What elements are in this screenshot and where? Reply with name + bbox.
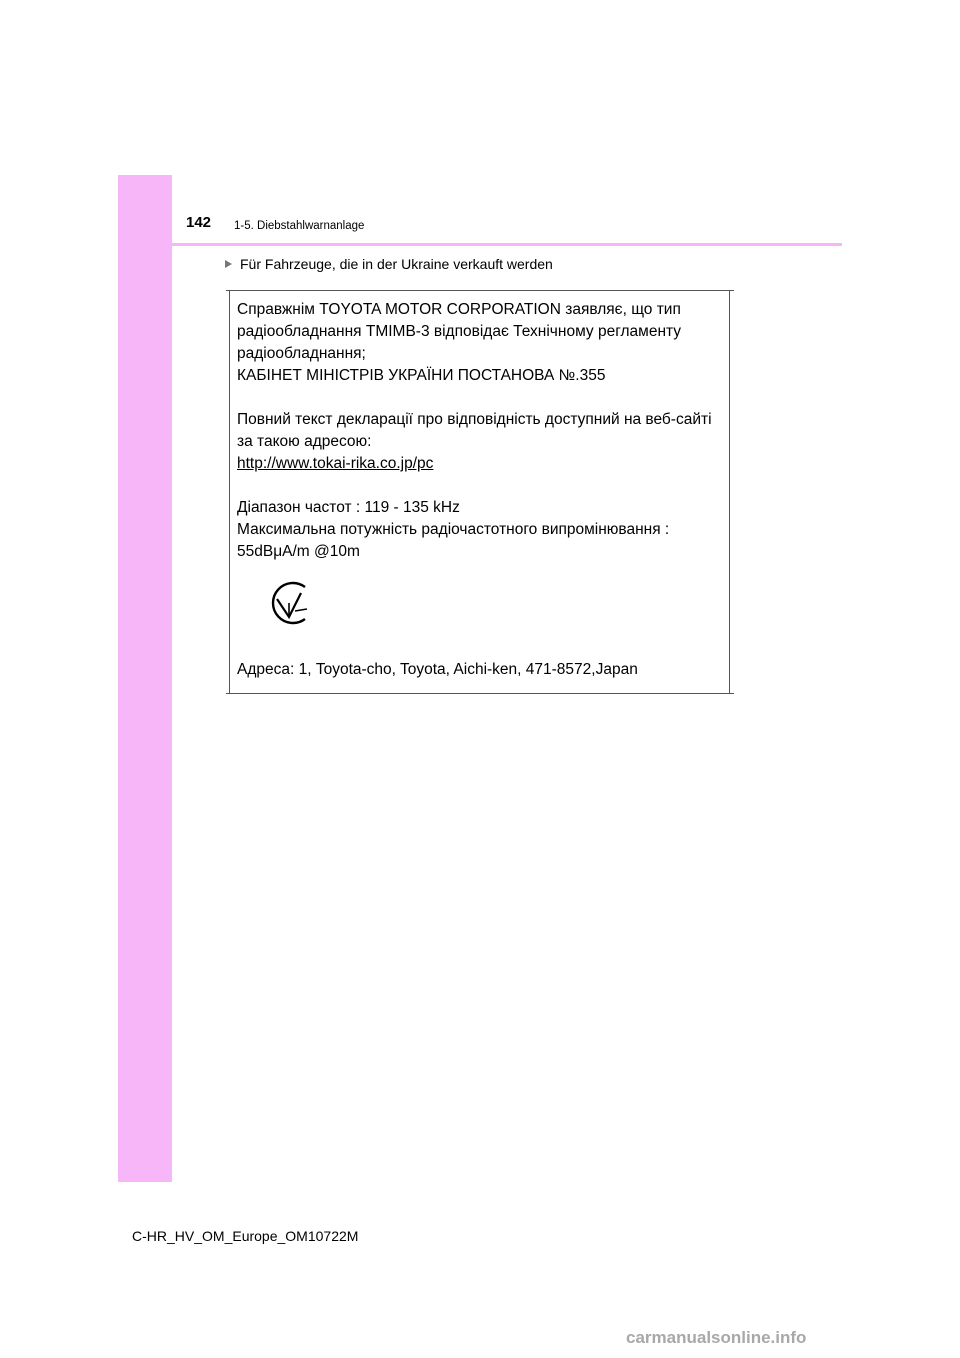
- declaration-line: радіообладнання;: [237, 345, 366, 362]
- declaration-line: Справжнім TOYOTA MOTOR CORPORATION заявляє, що тип: [237, 301, 681, 318]
- document-code: C-HR_HV_OM_Europe_OM10722M: [132, 1228, 359, 1244]
- declaration-url-link[interactable]: http://www.tokai-rika.co.jp/pc: [237, 455, 434, 472]
- triangle-bullet-icon: [225, 260, 232, 268]
- ukraine-conformity-mark-icon: [265, 577, 317, 629]
- declaration-line: радіообладнання TMIMB-3 відповідає Технічному регламенту: [237, 323, 682, 340]
- declaration-line: за такою адресою:: [237, 433, 372, 450]
- section-title: 1-5. Diebstahlwarnanlage: [234, 220, 365, 232]
- box-corner-mark: [726, 693, 734, 694]
- bullet-heading: [225, 256, 553, 272]
- bullet-heading-text: Für Fahrzeuge, die in der Ukraine verkauft werden: [240, 256, 553, 272]
- watermark: carmanualsonline.info: [626, 1328, 807, 1347]
- box-corner-mark: [226, 290, 234, 291]
- max-power-value: 55dBμA/m @10m: [237, 543, 360, 560]
- header-divider: [172, 243, 842, 246]
- declaration-line: Повний текст декларації про відповідність доступний на веб-сайті: [237, 411, 712, 428]
- page-number: 142: [186, 214, 212, 231]
- manufacturer-address: Адреса: 1, Toyota-cho, Toyota, Aichi-ken, 471-8572,Japan: [237, 661, 638, 678]
- declaration-line: КАБІНЕТ МІНІСТРІВ УКРАЇНИ ПОСТАНОВА №.355: [237, 367, 606, 384]
- box-corner-mark: [226, 693, 234, 694]
- sidebar-band: [118, 175, 172, 1182]
- max-power-label: Максимальна потужність радіочастотного випромінювання :: [237, 521, 670, 538]
- box-corner-mark: [726, 290, 734, 291]
- frequency-range: Діапазон частот : 119 - 135 kHz: [237, 499, 460, 516]
